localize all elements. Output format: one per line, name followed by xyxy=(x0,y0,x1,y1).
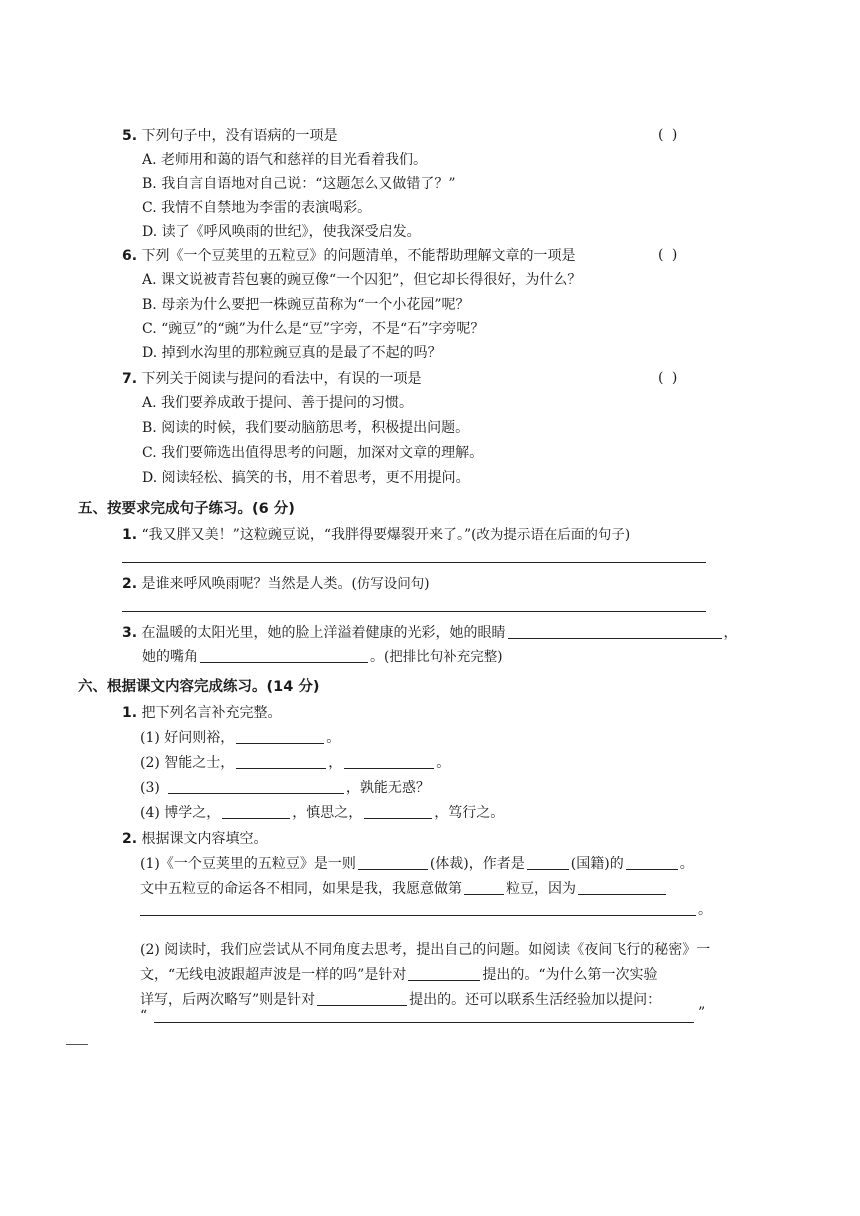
proverb-question xyxy=(122,704,282,722)
fill-blank[interactable] xyxy=(364,804,432,819)
proverb-text: ，慎思之， xyxy=(292,805,363,821)
option-d[interactable]: D. 阅读轻松、搞笑的书，用不着思考，更不用提问。 xyxy=(142,470,470,486)
option-d[interactable]: D. 掉到水沟里的那粒豌豆真的是最了不起的吗？ xyxy=(142,345,442,361)
answer-parentheses[interactable]: ( ) xyxy=(658,370,680,386)
fill-in-2-line-2 xyxy=(140,966,658,984)
question-5-stem xyxy=(122,127,338,145)
proverb-text: (3) xyxy=(140,780,160,796)
fill-blank[interactable] xyxy=(626,855,678,870)
item-number: 2. xyxy=(122,831,138,847)
proverb-text: (4) 博学之， xyxy=(140,805,221,821)
fill-blank[interactable] xyxy=(317,991,407,1006)
fill-blank[interactable] xyxy=(200,648,368,663)
question-6-stem xyxy=(122,247,576,265)
option-a[interactable]: A. 老师用和蔼的语气和慈祥的目光看着我们。 xyxy=(142,152,428,168)
fill-blank[interactable] xyxy=(578,880,666,895)
punctuation: ， xyxy=(723,625,738,641)
item-number: 1. xyxy=(122,527,138,543)
fill-in-2-line-1: (2) 阅读时，我们应尝试从不同角度去思考，提出自己的问题。如阅读《夜间飞行的秘密》一 xyxy=(140,942,711,958)
item-instruction: (把排比句补充完整) xyxy=(384,649,503,665)
sentence-item-2 xyxy=(122,575,430,593)
close-quote: ” xyxy=(698,1005,706,1021)
answer-line[interactable] xyxy=(140,915,696,916)
question-text: 下列句子中，没有语病的一项是 xyxy=(141,128,338,144)
item-number: 2. xyxy=(122,576,138,592)
page-edge-mark xyxy=(66,1044,88,1045)
answer-parentheses[interactable]: ( ) xyxy=(658,127,680,143)
item-text: 根据课文内容填空。 xyxy=(141,831,268,847)
fill-blank[interactable] xyxy=(222,804,290,819)
fill-blank[interactable] xyxy=(358,855,428,870)
question-number: 5. xyxy=(122,128,138,144)
proverb-4 xyxy=(140,804,504,822)
fill-in-2-line-3 xyxy=(140,991,661,1009)
question-number: 7. xyxy=(122,371,138,387)
fill-blank[interactable] xyxy=(408,966,480,981)
proverb-text: ，孰能无惑？ xyxy=(345,780,430,796)
punctuation: ， xyxy=(328,755,343,771)
proverb-2 xyxy=(140,754,450,772)
item-text: 在温暖的太阳光里，她的脸上洋溢着健康的光彩，她的眼睛 xyxy=(141,625,506,641)
item-text: 文中五粒豆的命运各不相同，如果是我，我愿意做第 xyxy=(140,881,462,897)
punctuation: 。 xyxy=(679,856,694,872)
punctuation: 。 xyxy=(698,902,712,918)
fill-blank[interactable] xyxy=(344,754,434,769)
punctuation: 。 xyxy=(370,649,384,665)
question-number: 6. xyxy=(122,248,138,264)
answer-line[interactable] xyxy=(122,562,706,563)
fill-in-question xyxy=(122,830,268,848)
item-number: 1. xyxy=(122,705,138,721)
item-number: 3. xyxy=(122,625,138,641)
option-c[interactable]: C. “豌豆”的“豌”为什么是“豆”字旁，不是“石”字旁呢？ xyxy=(142,321,485,337)
item-text: 把下列名言补充完整。 xyxy=(141,705,282,721)
item-instruction: (仿写设问句) xyxy=(351,576,430,592)
item-text: 详写，后两次略写”则是针对 xyxy=(140,992,316,1008)
item-text: 是谁来呼风唤雨呢？当然是人类。 xyxy=(141,576,352,592)
question-7-stem xyxy=(122,370,422,388)
proverb-1 xyxy=(140,729,340,747)
item-text: “我又胖又美！”这粒豌豆说，“我胖得要爆裂开来了。” xyxy=(141,527,472,543)
item-text: (国籍)的 xyxy=(570,856,624,872)
option-c[interactable]: C. 我情不自禁地为李雷的表演喝彩。 xyxy=(142,200,372,216)
option-d[interactable]: D. 读了《呼风唤雨的世纪》，使我深受启发。 xyxy=(142,224,421,240)
punctuation: 。 xyxy=(436,755,451,771)
item-text: (体裁)，作者是 xyxy=(429,856,525,872)
fill-in-1-line-1 xyxy=(140,855,694,873)
fill-blank[interactable] xyxy=(508,624,722,639)
section-5-title: 五、按要求完成句子练习。(6 分) xyxy=(78,501,295,517)
question-text: 下列关于阅读与提问的看法中，有误的一项是 xyxy=(141,371,422,387)
sentence-item-1 xyxy=(122,526,630,544)
option-a[interactable]: A. 课文说被青苔包裹的豌豆像“一个囚犯”，但它却长得很好，为什么？ xyxy=(142,272,582,288)
proverb-text: (1) 好问则裕， xyxy=(140,730,235,746)
option-b[interactable]: B. 阅读的时候，我们要动脑筋思考，积极提出问题。 xyxy=(142,420,470,436)
fill-blank[interactable] xyxy=(168,779,344,794)
fill-blank[interactable] xyxy=(236,754,326,769)
item-instruction: (改为提示语在后面的句子) xyxy=(471,527,631,543)
item-text: 她的嘴角 xyxy=(142,649,198,665)
question-text: 下列《一个豆荚里的五粒豆》的问题清单，不能帮助理解文章的一项是 xyxy=(141,248,576,264)
punctuation: 。 xyxy=(326,730,341,746)
open-quote: “ xyxy=(140,1008,148,1024)
fill-in-1-line-2 xyxy=(140,880,668,898)
fill-blank[interactable] xyxy=(236,729,324,744)
answer-line[interactable] xyxy=(154,1022,694,1023)
proverb-3 xyxy=(140,779,430,797)
section-6-title: 六、根据课文内容完成练习。(14 分) xyxy=(78,679,320,695)
item-text: (1)《一个豆荚里的五粒豆》是一则 xyxy=(140,856,356,872)
fill-blank[interactable] xyxy=(527,855,569,870)
option-b[interactable]: B. 我自言自语地对自己说：“这题怎么又做错了？” xyxy=(142,176,456,192)
option-c[interactable]: C. 我们要筛选出值得思考的问题，加深对文章的理解。 xyxy=(142,445,484,461)
option-a[interactable]: A. 我们要养成敢于提问、善于提问的习惯。 xyxy=(142,395,414,411)
sentence-item-3 xyxy=(122,624,738,642)
item-text: 文，“无线电波跟超声波是一样的吗”是针对 xyxy=(140,967,407,983)
item-text: 提出的。“为什么第一次实验 xyxy=(482,967,658,983)
item-text: 提出的。还可以联系生活经验加以提问： xyxy=(409,992,662,1008)
fill-blank[interactable] xyxy=(464,880,504,895)
answer-line[interactable] xyxy=(122,611,706,612)
option-b[interactable]: B. 母亲为什么要把一株豌豆苗称为“一个小花园”呢？ xyxy=(142,297,470,313)
sentence-item-3-cont xyxy=(142,648,503,666)
answer-parentheses[interactable]: ( ) xyxy=(658,247,680,263)
proverb-text: ，笃行之。 xyxy=(434,805,505,821)
proverb-text: (2) 智能之士， xyxy=(140,755,235,771)
item-text: 粒豆，因为 xyxy=(506,881,576,897)
